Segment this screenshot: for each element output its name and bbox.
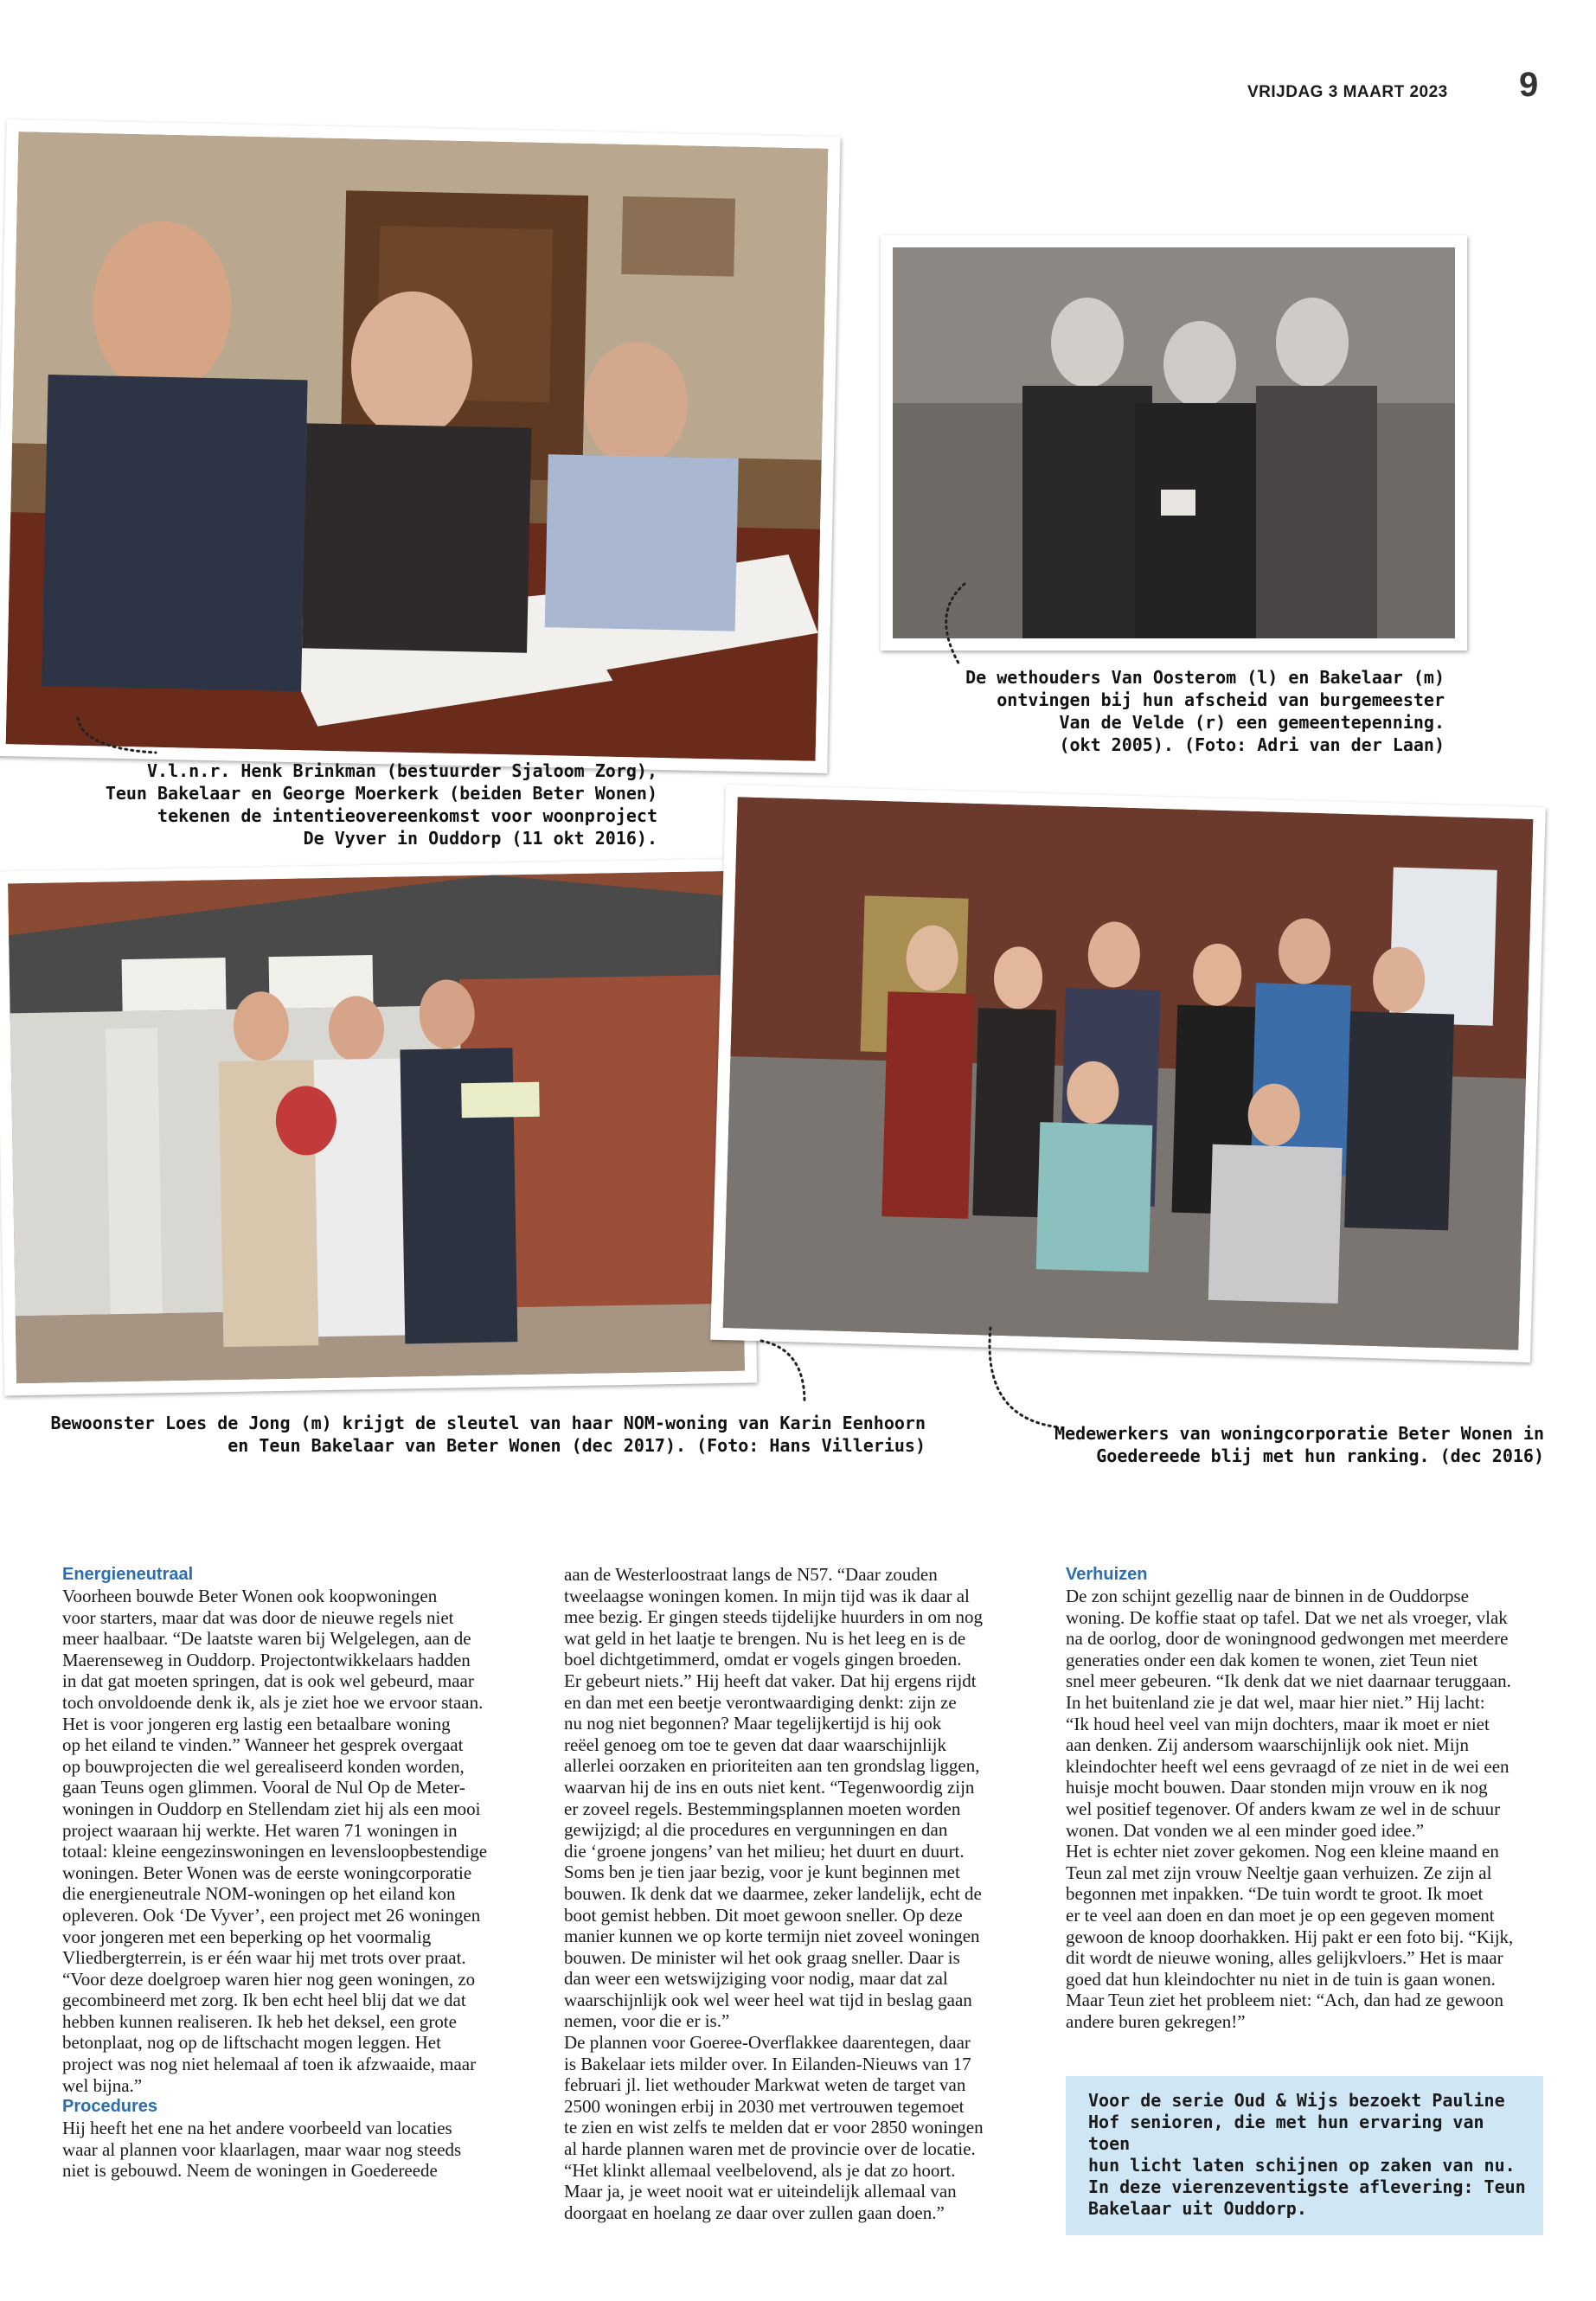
article-line: gewijzigd; al die procedures en vergunningen en dan	[564, 1819, 948, 1841]
article-line: manier kunnen we op korte termijn niet zoveel woningen	[564, 1926, 980, 1947]
article-line: aan de Westerloostraat langs de N57. “Daar zouden	[564, 1564, 938, 1585]
caption-pointer-wethouders	[926, 580, 977, 675]
article-line: “Het klinkt allemaal veelbelovend, als je dat zo hoort.	[564, 2159, 956, 2181]
article-line: Maar ja, je weet nooit wat er uiteindelijk allemaal van	[564, 2181, 957, 2202]
caption-pointer-house	[757, 1332, 817, 1410]
article-line: bouwen. Ik denk dat we daarmee, zeker landelijk, echt de	[564, 1882, 982, 1904]
article-line: op bouwprojecten die wel gerealiseerd konden worden,	[62, 1755, 465, 1777]
article-line: gaan Teuns ogen glimmen. Vooral de Nul Op de Meter-	[62, 1777, 465, 1798]
article-line: in dat gat moeten springen, dat is ook wel gebeurd, maar	[62, 1670, 474, 1692]
article-line: “Voor deze doelgroep waren hier nog geen woningen, zo	[62, 1968, 476, 1990]
article-line: De zon schijnt gezellig naar de binnen in de Ouddorpse	[1066, 1586, 1469, 1606]
article-line: woningen in Ouddorp en Stellendam ziet hij als een mooi	[62, 1798, 481, 1819]
caption-signing: V.l.n.r. Henk Brinkman (bestuurder Sjaloom Zorg), Teun Bakelaar en George Moerkerk (beiden Beter Wonen) tekenen de intentieovereenkomst voor woonproject De Vyver in Ouddorp (11 okt 2016).	[105, 760, 657, 849]
article-line: Er gebeurt niets.” Hij heeft dat vaker. Dat hij ergens rijdt	[564, 1670, 977, 1691]
article-line: en dan met een beetje verontwaardiging denkt: zijn ze	[564, 1691, 957, 1713]
article-line: aan denken. Zij andersom waarschijnlijk ook niet. Mijn	[1066, 1734, 1469, 1756]
article-line: na de oorlog, door de woningnood gedwongen met meerdere	[1066, 1628, 1509, 1650]
article-line: reëel genoeg om toe te geven dat daar waarschijnlijk	[564, 1734, 946, 1755]
article-line: goed dat hun kleindochter nu niet in de tuin is gaan wonen.	[1066, 1968, 1496, 1990]
section-heading: Procedures	[62, 2097, 158, 2117]
article-line: gewoon de knoop doorhakken. Hij pakt er een foto bij. “Kijk,	[1066, 1926, 1514, 1947]
article-line: “Ik houd heel veel van mijn dochters, maar ik moet er niet	[1066, 1713, 1490, 1734]
article-line: In het buitenland zie je dat wel, maar hier niet.” Hij lacht:	[1066, 1691, 1485, 1713]
article-line: Vliedbergterrein, is er één waar hij met trots over praat.	[62, 1947, 466, 1969]
article-line: dit wordt de nieuwe woning, alles gelijkvloers.” Het is maar	[1066, 1947, 1503, 1969]
caption-pointer-group	[982, 1324, 1068, 1436]
article-line: snel meer gebeuren. “Ik denk dat we niet daarnaar teruggaan.	[1066, 1670, 1511, 1692]
article-line: kleindochter heeft wel eens gevraagd of ze niet in de wei een	[1066, 1755, 1509, 1777]
article-line: februari jl. liet wethouder Markwat weten de target van	[564, 2074, 966, 2096]
article-line: Maerenseweg in Ouddorp. Projectontwikkelaars hadden	[62, 1649, 471, 1670]
article-line: er zoveel regels. Bestemmingsplannen moeten worden	[564, 1798, 961, 1819]
article-line: nu nog niet begonnen? Maar tegelijkertijd is hij ook	[564, 1713, 942, 1734]
article-line: hebben kunnen realiseren. Ik heb het deksel, een grote	[62, 2010, 457, 2032]
article-line: wonen. Dat vonden we al een minder goed idee.”	[1066, 1819, 1425, 1841]
article-line: is Bakelaar iets milder over. In Eilanden-Nieuws van 17	[564, 2053, 971, 2074]
section-heading: Energieneutraal	[62, 1565, 194, 1584]
page-number: 9	[1519, 66, 1539, 104]
article-line: op het eiland te vinden.” Wanneer het gesprek overgaat	[62, 1734, 464, 1756]
article-line: dan weer een wetswijziging voor nodig, maar dat zal	[564, 1968, 948, 1990]
article-line: woning. De koffie staat op tafel. Dat we net als vroeger, vlak	[1066, 1606, 1508, 1628]
article-line: huisje mocht bouwen. Daar stonden mijn vrouw en ik nog	[1066, 1777, 1488, 1798]
article-line: betonplaat, nog op de liftschacht mogen leggen. Het	[62, 2032, 441, 2054]
article-line: mee bezig. Er gingen steeds tijdelijke huurders in om nog	[564, 1606, 984, 1628]
article-line: Hij heeft het ene na het andere voorbeeld van locaties	[62, 2118, 452, 2139]
article-line: toch onvoldoende denk ik, als je ziet hoe we ervoor staan.	[62, 1691, 484, 1713]
article-column-2	[564, 1564, 1048, 2223]
article-line: die ‘groene jongens’ van het milieu; het duurt en duurt.	[564, 1840, 965, 1862]
article-line: Soms ben je tien jaar bezig, voor je kunt beginnen met	[564, 1862, 960, 1883]
article-line: allerlei oorzaken en prioriteiten aan ten grondslag liggen,	[564, 1755, 980, 1777]
series-infobox: Voor de serie Oud & Wijs bezoekt Pauline Hof senioren, die met hun ervaring van toen hun licht laten schijnen op zaken van nu. In deze vierenzeventigste aflevering: Teun Bakelaar uit Ouddorp.	[1066, 2076, 1543, 2235]
article-line: er te veel aan doen en dan moet je op een gegeven moment	[1066, 1904, 1495, 1926]
article-line: tweelaagse woningen komen. In mijn tijd was ik daar al	[564, 1585, 970, 1606]
article-line: die energieneutrale NOM-woningen op het eiland kon	[62, 1883, 456, 1905]
article-line: waar al plannen voor klaarlagen, maar waar nog steeds	[62, 2138, 462, 2160]
article-line: doorgaat en hoelang ze daar over zullen gaan doen.”	[564, 2202, 945, 2223]
article-line: Het is echter niet zover gekomen. Nog een kleine maand en	[1066, 1841, 1499, 1862]
article-line: nemen, voor die er is.”	[564, 2010, 730, 2032]
article-line: woningen. Beter Wonen was de eerste woningcorporatie	[62, 1862, 472, 1883]
article-line: bouwen. De minister wil het ook graag sneller. Daar is	[564, 1946, 960, 1968]
caption-group: Medewerkers van woningcorporatie Beter Wonen in Goedereede blij met hun ranking. (dec 2016)	[1054, 1423, 1544, 1466]
article-line: wel positief tegenover. Of anders kwam ze wel in de schuur	[1066, 1798, 1501, 1819]
article-line: waarschijnlijk ook wel weer heel wat tijd in beslag gaan	[564, 1989, 972, 2010]
article-line: gecombineerd met zorg. Ik ben echt heel blij dat we dat	[62, 1990, 466, 2011]
article-column-3	[1066, 1564, 1550, 2032]
article-line: meer haalbaar. “De laatste waren bij Welgelegen, aan de	[62, 1628, 471, 1650]
photo-group	[710, 785, 1546, 1362]
article-line: voor jongeren met een beperking op het voormalig	[62, 1926, 432, 1947]
article-line: generaties onder een dak komen te wonen, ziet Teun niet	[1066, 1649, 1478, 1670]
article-line: 2500 woningen erbij in 2030 met vertrouwen tegemoet	[564, 2095, 965, 2117]
article-line: al harde plannen waren met de provincie over de locatie.	[564, 2138, 976, 2160]
article-line: boot gemist hebben. Dit moet gewoon sneller. Op deze	[564, 1904, 963, 1926]
article-line: opleveren. Ook ‘De Vyver’, een project met 26 woningen	[62, 1904, 481, 1926]
article-line: wat geld in het laatje te brengen. Nu is het leeg en is de	[564, 1627, 966, 1649]
article-column-1	[62, 1564, 547, 2182]
photo-signing	[0, 119, 841, 773]
caption-wethouders: De wethouders Van Oosterom (l) en Bakelaar (m) ontvingen bij hun afscheid van burgemeester Van de Velde (r) een gemeentepenning. (okt 2005). (Foto: Adri van der Laan)	[965, 667, 1445, 755]
caption-pointer-signing	[69, 714, 173, 766]
article-line: andere buren gekregen!”	[1066, 2010, 1246, 2032]
article-line: Het is voor jongeren erg lastig een betaalbare woning	[62, 1713, 451, 1734]
article-line: waarvan hij de ins en outs niet kent. “Tegenwoordig zijn	[564, 1776, 975, 1798]
article-line: project waaraan hij werkte. Het waren 71 woningen in	[62, 1819, 458, 1841]
article-line: Maar Teun ziet het probleem niet: “Ach, dan had ze gewoon	[1066, 1990, 1504, 2011]
article-line: wel bijna.”	[62, 2074, 143, 2096]
article-line: project was nog niet helemaal af toen ik afzwaaide, maar	[62, 2054, 477, 2075]
article-line: De plannen voor Goeree-Overflakkee daarentegen, daar	[564, 2032, 971, 2054]
issue-date: VRIJDAG 3 MAART 2023	[1247, 83, 1448, 101]
article-line: niet is gebouwd. Neem de woningen in Goedereede	[62, 2160, 438, 2182]
article-line: begonnen met inpakken. “De tuin wordt te groot. Ik moet	[1066, 1883, 1484, 1905]
caption-house: Bewoonster Loes de Jong (m) krijgt de sleutel van haar NOM-woning van Karin Eenhoorn en Teun Bakelaar van Beter Wonen (dec 2017). (Foto: Hans Villerius)	[50, 1413, 926, 1456]
article-line: Voorheen bouwde Beter Wonen ook koopwoningen	[62, 1586, 438, 1606]
article-line: voor starters, maar dat was door de nieuwe regels niet	[62, 1606, 454, 1628]
article-line: te zien en wist zelfs te melden dat er voor 2850 woningen	[564, 2117, 984, 2138]
section-heading: Verhuizen	[1066, 1565, 1148, 1584]
article-line: Teun zal met zijn vrouw Neeltje gaan verhuizen. Ze zijn al	[1066, 1862, 1492, 1883]
article-line: totaal: kleine eengezinswoningen en levensloopbestendige	[62, 1841, 488, 1862]
photo-house	[0, 858, 757, 1395]
article-line: boel dichtgetimmerd, omdat er vogels gingen broeden.	[564, 1649, 962, 1670]
